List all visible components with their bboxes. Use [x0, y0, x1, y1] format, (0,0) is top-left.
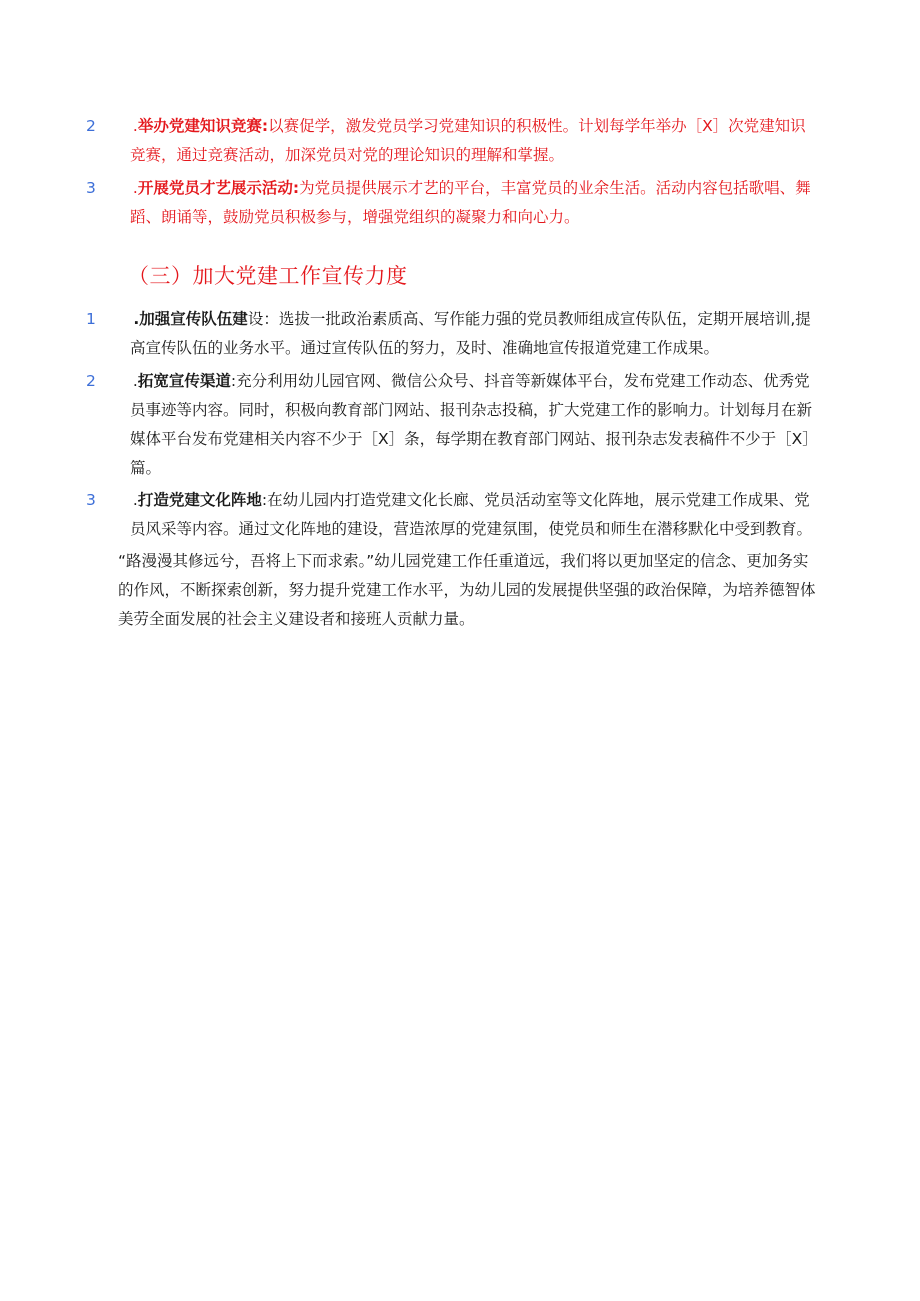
- item-separator: .: [128, 117, 138, 135]
- item-text: 为党员提供展示才艺的平台，丰富党员的业余生活。活动内容包括歌唱、舞蹈、朗诵等，鼓励党员积极参与，增强党组织的凝聚力和向心力。: [130, 179, 811, 226]
- item-number: 3: [86, 491, 96, 509]
- item-title: 举办党建知识竞赛:: [137, 117, 269, 135]
- list-item-team-building: [86, 305, 820, 363]
- closing-text: “路漫漫其修远兮，吾将上下而求索。”幼儿园党建工作任重道远，我们将以更加坚定的信念、更加务实的作风，不断探索创新，努力提升党建工作水平，为幼儿园的发展提供坚强的政治保障，为培养德智体美劳全面发展的社会主义建设者和接班人贡献力量。: [118, 552, 816, 628]
- item-number: 3: [86, 179, 96, 197]
- list-item-channels: [86, 367, 820, 483]
- item-text: 设：选拔一批政治素质高、写作能力强的党员教师组成宣传队伍，定期开展培训,提高宣传队伍的业务水平。通过宣传队伍的努力，及时、准确地宣传报道党建工作成果。: [130, 310, 811, 357]
- item-number: 2: [86, 117, 96, 135]
- list-item-body: [86, 112, 820, 170]
- item-separator: .: [128, 372, 138, 390]
- list-item-body: [86, 174, 820, 232]
- item-title: 开展党员才艺展示活动:: [137, 179, 300, 197]
- section-heading: （三）加大党建工作宣传力度: [128, 264, 408, 288]
- item-text: 以赛促学，激发党员学习党建知识的积极性。计划每学年举办［X］次党建知识竞赛，通过竞赛活动，加深党员对党的理论知识的理解和掌握。: [130, 117, 806, 164]
- item-separator: .: [128, 310, 140, 328]
- list-item-competition: [86, 112, 820, 170]
- item-number: 2: [86, 372, 96, 390]
- list-item-body: [86, 367, 820, 483]
- closing-paragraph: [108, 547, 820, 634]
- item-separator: .: [128, 491, 138, 509]
- item-number: 1: [86, 310, 96, 328]
- item-text: :充分利用幼儿园官网、微信公众号、抖音等新媒体平台，发布党建工作动态、优秀党员事迹等内容。同时，积极向教育部门网站、报刊杂志投稿，扩大党建工作的影响力。计划每月在新媒体平台发布党建相关内容不少于［X］条，每学期在教育部门网站、报刊杂志发表稿件不少于［X］篇。: [130, 372, 818, 477]
- list-item-body: [86, 305, 820, 363]
- item-title: 拓宽宣传渠道: [137, 372, 231, 390]
- list-item-body: [86, 486, 820, 544]
- item-text: :在幼儿园内打造党建文化长廊、党员活动室等文化阵地，展示党建工作成果、党员风采等内容。通过文化阵地的建设，营造浓厚的党建氛围，使党员和师生在潜移默化中受到教育。: [130, 491, 813, 538]
- item-title: 加强宣传队伍建: [139, 310, 248, 328]
- item-title: 打造党建文化阵地: [137, 491, 262, 509]
- list-item-talent-show: [86, 174, 820, 232]
- list-item-culture-base: [86, 486, 820, 544]
- item-separator: .: [128, 179, 138, 197]
